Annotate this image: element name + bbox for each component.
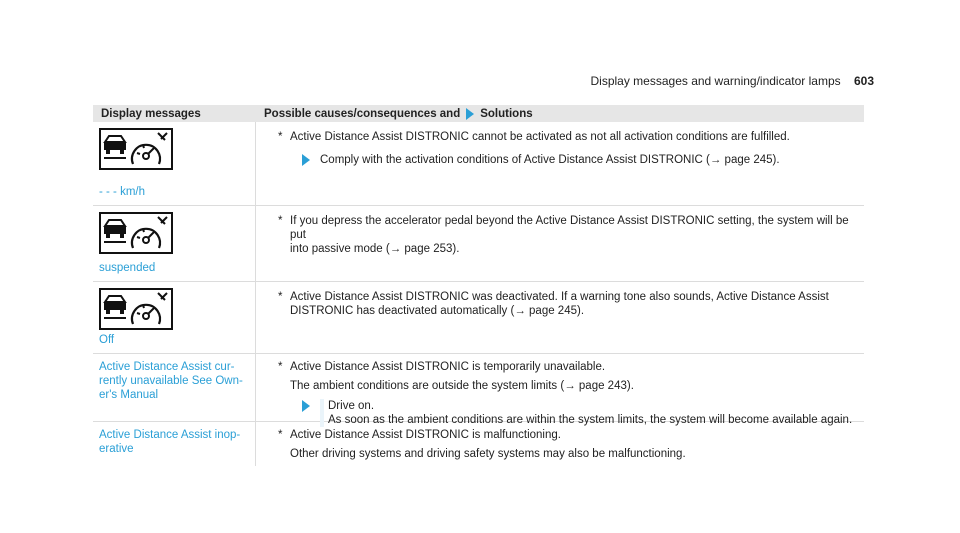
- cause-cell: [256, 206, 864, 281]
- asterisk-marker: *: [278, 429, 283, 441]
- message-label-line: rently unavailable See Own-: [99, 375, 243, 387]
- solution-arrow-icon: [302, 154, 310, 166]
- cause-item: [278, 214, 864, 256]
- page-header: [591, 74, 875, 88]
- message-cell: [93, 122, 256, 205]
- col-display-messages-header: Display messages: [101, 107, 201, 120]
- display-messages-table: [93, 105, 864, 466]
- distronic-speedometer-icon: [99, 212, 173, 254]
- cause-item: [278, 428, 864, 442]
- cause-text: Active Distance Assist DISTRONIC cannot be activated as not all activation conditions are fulfilled.: [290, 131, 790, 143]
- cause-text-line: Active Distance Assist DISTRONIC was deactivated. If a warning tone also sounds, Active Distance Assist: [290, 291, 829, 303]
- solution-item: [302, 153, 864, 167]
- message-label: suspended: [99, 262, 156, 274]
- cause-text-line: If you depress the accelerator pedal beyond the Active Distance Assist DISTRONIC setting, the system will be put: [290, 215, 849, 241]
- causes-header-text: Possible causes/consequences and: [264, 107, 461, 120]
- asterisk-marker: *: [278, 215, 283, 227]
- solution-arrow-icon: [466, 108, 474, 120]
- message-label: [99, 428, 255, 456]
- solution-text-line: Drive on.: [328, 400, 375, 412]
- message-label-line: Active Distance Assist inop-: [99, 429, 241, 441]
- asterisk-marker: *: [278, 361, 283, 373]
- message-label-line: er's Manual: [99, 389, 159, 401]
- cause-text: [290, 214, 864, 256]
- table-header: [93, 105, 864, 122]
- cause-item: [278, 290, 864, 318]
- solution-text-line: As soon as the ambient conditions are within the system limits, the system will become available again.: [328, 414, 853, 426]
- table-row: [93, 122, 864, 206]
- cause-subtext: Other driving systems and driving safety systems may also be malfunctioning.: [290, 448, 686, 460]
- cause-text: Active Distance Assist DISTRONIC is malfunctioning.: [290, 429, 561, 441]
- message-label: Off: [99, 334, 115, 346]
- message-label: [99, 360, 255, 402]
- message-cell: [93, 422, 256, 466]
- solution-arrow-icon: [302, 400, 310, 412]
- table-row: [93, 354, 864, 426]
- message-label-line: Active Distance Assist cur-: [99, 361, 235, 373]
- cause-cell: [256, 354, 864, 426]
- message-cell: [93, 206, 256, 281]
- section-title: Display messages and warning/indicator lamps: [590, 74, 841, 88]
- cause-cell: [256, 422, 864, 466]
- message-cell: [93, 354, 256, 421]
- table-row: [93, 282, 864, 354]
- message-label-line: erative: [99, 443, 134, 455]
- distronic-speedometer-icon: [99, 128, 173, 170]
- asterisk-marker: *: [278, 291, 283, 303]
- cause-text: Active Distance Assist DISTRONIC is temporarily unavailable.: [290, 361, 606, 373]
- table-row: [93, 206, 864, 282]
- col-causes-header: [256, 107, 864, 121]
- cause-item: [278, 130, 864, 144]
- message-label: - - - km/h: [99, 186, 145, 198]
- cause-cell: [256, 282, 864, 353]
- solutions-header-text: Solutions: [480, 107, 533, 120]
- table-row: [93, 422, 864, 466]
- page-number: 603: [853, 74, 874, 88]
- cause-subtext: The ambient conditions are outside the system limits (→ page 243).: [290, 380, 634, 392]
- asterisk-marker: *: [278, 131, 283, 143]
- message-cell: [93, 282, 256, 353]
- distronic-speedometer-icon: [99, 288, 173, 330]
- solution-text: Comply with the activation conditions of Active Distance Assist DISTRONIC (→ page 245).: [320, 154, 780, 166]
- cause-item: [278, 360, 864, 374]
- cause-cell: [256, 122, 864, 205]
- cause-text-line: into passive mode (→ page 253).: [290, 243, 460, 255]
- cause-text: [290, 290, 829, 318]
- cause-text-line: DISTRONIC has deactivated automatically (→ page 245).: [290, 305, 585, 317]
